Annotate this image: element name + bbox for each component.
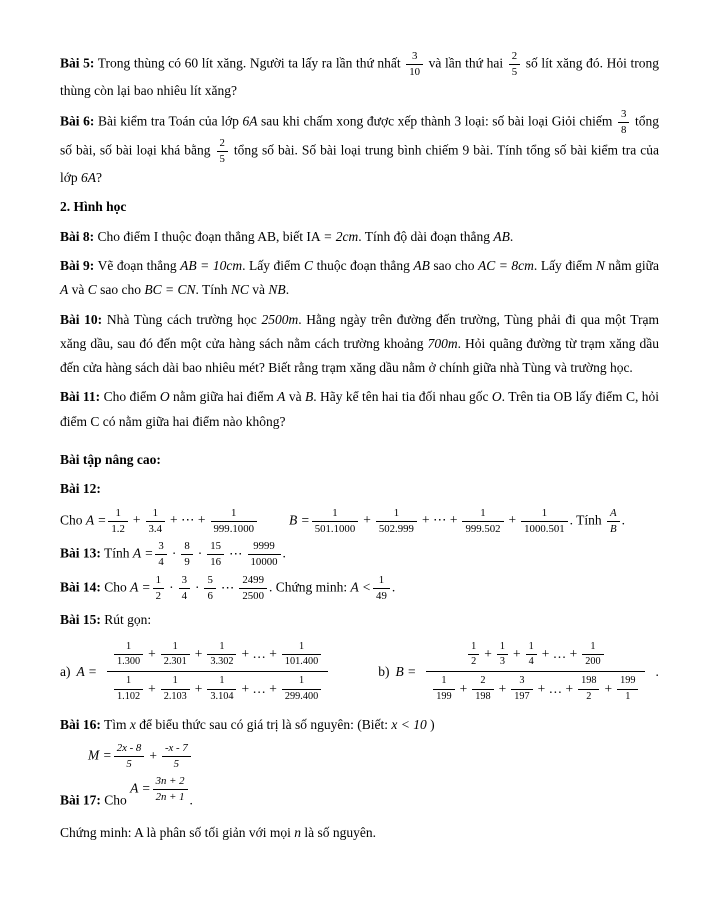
fraction (211, 507, 258, 536)
fraction-numerator: 1 (211, 507, 258, 522)
ellipsis: + … + (541, 646, 578, 662)
problem-12-label (60, 477, 659, 501)
operator: · (169, 579, 174, 595)
part-b (378, 641, 659, 703)
text-run: để biểu thức sau có giá trị là số nguyên: (Biết: (135, 716, 392, 732)
fraction-group (507, 50, 522, 78)
fraction-numerator: 1 (526, 641, 537, 655)
fraction (578, 675, 599, 703)
problem-label: Bài 14: (60, 579, 101, 595)
section-heading-advanced (60, 448, 659, 472)
ellipsis: + ⋯ + (170, 512, 206, 528)
fraction-denominator: 4 (158, 556, 164, 569)
fraction-denominator: 3.104 (210, 690, 234, 702)
problem-12-body (60, 507, 659, 536)
math-run: AB = 10cm (180, 257, 243, 273)
fraction-denominator: 3 (499, 655, 505, 667)
operator: + (363, 512, 371, 528)
fraction-denominator: 1 (625, 690, 631, 702)
operator: + (604, 681, 613, 697)
fraction (179, 574, 190, 603)
fraction-denominator: 3.302 (210, 655, 234, 667)
operator: + (148, 646, 156, 662)
text-run: Cho (60, 512, 86, 528)
fraction-denominator: 2 (471, 655, 477, 667)
text-run: . Chứng minh: (268, 579, 351, 595)
fraction-denominator: 101.400 (284, 655, 319, 667)
fraction-numerator: 3 (406, 50, 423, 65)
fraction-numerator: 1 (373, 574, 390, 589)
problem-label: Bài 9: (60, 257, 95, 273)
text-run: Cho điểm I thuộc đoạn thẳng AB, biết IA (94, 228, 324, 244)
ellipsis: + ⋯ + (421, 512, 458, 528)
problem-10 (60, 308, 659, 381)
math-run: A = (130, 780, 151, 796)
fraction-numerator: 1 (521, 507, 568, 522)
fraction-denominator: 1000.501 (524, 522, 565, 535)
math-run: B = (395, 663, 417, 679)
fraction (462, 507, 503, 536)
fraction-numerator: 3 (155, 540, 166, 555)
text-run: . (282, 546, 286, 562)
fraction (282, 641, 321, 669)
math-run: A < (350, 579, 372, 595)
fraction-denominator: 2.301 (163, 655, 187, 667)
math-run: x < 10 (391, 716, 427, 732)
fraction-numerator: 5 (204, 574, 215, 589)
problem-15-label (60, 608, 659, 632)
operator: + (484, 646, 492, 662)
fraction (207, 675, 236, 703)
fraction-denominator: 6 (207, 590, 213, 603)
fraction-denominator: 2.103 (163, 690, 187, 702)
text-run: . (509, 228, 514, 244)
text-run: Cho (100, 792, 131, 808)
fraction (161, 675, 190, 703)
math-run: AC = 8cm (477, 257, 534, 273)
text-run: . (621, 512, 626, 528)
operator: + (498, 681, 507, 697)
math-run: BC = CN (144, 282, 196, 298)
text-run: Cho điểm (100, 389, 160, 405)
problem-label: Bài 11: (60, 389, 101, 405)
operator: + (512, 646, 521, 662)
math-run: O (159, 389, 170, 405)
fraction-group (153, 540, 282, 569)
fraction (618, 108, 629, 137)
fraction-numerator: 2x - 8 (114, 742, 145, 757)
denominator (107, 672, 328, 703)
text-run: . (189, 792, 193, 808)
text-run: Chứng minh: A là phân số tối giản với mọi (60, 824, 295, 840)
operator: + (194, 646, 203, 662)
text-run: số lít xăng đó. Hỏi trong thùng còn lại bao nhiêu lít xăng? (60, 55, 659, 98)
fraction-group (151, 775, 190, 803)
text-run: Trong thùng có 60 lít xăng. Người ta lấy ra lần thứ nhất (94, 55, 405, 71)
part-label: a) (60, 663, 71, 679)
numerator (426, 641, 645, 673)
fraction (511, 675, 532, 703)
fraction (497, 641, 508, 669)
problem-label: Bài 6: (60, 113, 95, 129)
text-run: . Hỏi quãng đường từ trạm xăng dầu đến cửa hàng sách dài bao nhiêu mét? Biết rằng trạm xăng dầu nằm ở chính giữa nhà Tùng và trường học. (60, 335, 659, 376)
fraction-numerator: 1 (282, 675, 321, 689)
fraction-denominator: B (610, 522, 617, 535)
fraction-denominator: 999.502 (465, 522, 501, 535)
fraction (108, 507, 128, 536)
fraction (155, 540, 166, 569)
fraction-denominator: 200 (585, 655, 601, 667)
math-run: B (304, 389, 314, 405)
text-run: . (285, 282, 290, 298)
fraction-denominator: 1.102 (117, 690, 141, 702)
fraction (433, 675, 454, 703)
text-run: và (285, 389, 305, 405)
fraction-numerator: 1 (582, 641, 603, 655)
fraction-denominator: 5 (511, 65, 518, 78)
fraction-numerator: 199 (617, 675, 638, 689)
fraction (217, 137, 228, 166)
math-run: A = (85, 512, 107, 528)
problem-label: Bài 17: (60, 792, 101, 808)
text-run: . Tính (569, 512, 606, 528)
heading-label: Bài tập nâng cao: (60, 451, 161, 467)
fraction-denominator: 299.400 (284, 690, 319, 702)
fraction-denominator: 4 (181, 590, 187, 603)
fraction-group (106, 506, 259, 535)
operator: + (149, 747, 157, 763)
fraction-numerator: 2 (509, 50, 520, 65)
text-run: . (655, 663, 659, 679)
problem-15-parts (60, 641, 659, 703)
big-fraction (426, 641, 645, 703)
fraction-numerator: 3 (179, 574, 190, 589)
fraction-denominator: 199 (436, 690, 452, 702)
text-run: ? (96, 170, 103, 186)
fraction (161, 641, 190, 669)
fraction-numerator: 1 (468, 641, 479, 655)
fraction-denominator: 501.1000 (314, 522, 356, 535)
fraction (468, 641, 479, 669)
ellipsis: + … + (241, 646, 277, 662)
fraction-group (151, 574, 269, 603)
fraction (617, 675, 638, 703)
fraction-numerator: 1 (376, 507, 417, 522)
fraction-numerator: A (607, 507, 620, 522)
fraction-group (310, 506, 570, 535)
fraction (282, 675, 321, 703)
fraction (472, 675, 493, 703)
fraction-numerator: 9999 (248, 540, 281, 555)
fraction-denominator: 4 (528, 655, 534, 667)
fraction-numerator: 8 (181, 540, 192, 555)
part-a (60, 641, 332, 703)
fraction (204, 574, 215, 603)
operator: + (148, 681, 156, 697)
fraction-denominator: 1.2 (111, 522, 125, 535)
math-run: x (129, 716, 136, 732)
fraction-group (371, 574, 392, 603)
fraction-numerator: 1 (114, 641, 143, 655)
fraction-numerator: 198 (578, 675, 599, 689)
fraction-denominator: 2500 (242, 590, 264, 603)
math-run: = 2cm (323, 228, 359, 244)
fraction (153, 775, 188, 804)
problem-label: Bài 10: (60, 311, 103, 327)
problem-13 (60, 540, 659, 569)
fraction-denominator: 5 (173, 758, 180, 771)
fraction (153, 574, 164, 603)
fraction-numerator: 1 (114, 675, 143, 689)
math-run: 2500m (261, 311, 299, 327)
fraction-denominator: 999.1000 (213, 522, 254, 535)
math-run: O (491, 389, 502, 405)
heading-label: 2. Hình học (60, 199, 127, 215)
text-run: Cho (100, 579, 131, 595)
fraction (114, 675, 143, 703)
fraction-group (404, 50, 425, 78)
math-run: M = (88, 747, 112, 763)
math-run: A (60, 282, 69, 298)
fraction-group (605, 506, 622, 535)
problem-11 (60, 385, 659, 434)
fraction-group (112, 742, 193, 771)
fraction-group (616, 108, 631, 137)
fraction-denominator: 2n + 1 (155, 791, 185, 803)
fraction-numerator: 1 (207, 641, 236, 655)
operator: + (132, 512, 141, 528)
fraction-numerator: 1 (161, 641, 190, 655)
fraction (607, 507, 620, 536)
operator: · (197, 546, 203, 562)
fraction-denominator: 8 (621, 124, 627, 137)
fraction (582, 641, 603, 669)
problem-label: Bài 5: (60, 55, 95, 71)
fraction-denominator: 1.300 (117, 655, 141, 667)
math-run: B = (289, 512, 310, 528)
problem-17-statement (60, 821, 659, 845)
fraction (207, 540, 224, 569)
problem-14 (60, 574, 659, 603)
fraction-denominator: 197 (514, 690, 530, 702)
problem-16 (60, 713, 659, 737)
text-run: là số nguyên. (300, 824, 376, 840)
fraction (373, 574, 390, 603)
problem-label: Bài 15: (60, 612, 101, 628)
fraction (406, 50, 423, 79)
problem-label: Bài 8: (60, 228, 95, 244)
fraction (521, 507, 568, 536)
text-run: nằm giữa hai điểm (169, 389, 278, 405)
math-run: 6A (81, 170, 97, 186)
big-fraction (107, 641, 328, 703)
fraction-numerator: 3 (511, 675, 532, 689)
part-label: b) (378, 663, 390, 679)
fraction-numerator: 15 (207, 540, 224, 555)
problem-6 (60, 108, 659, 190)
text-run: ) (426, 716, 435, 732)
fraction-numerator: 1 (312, 507, 359, 522)
math-run: A = (76, 663, 97, 679)
ellipsis: + … + (241, 681, 277, 697)
fraction-numerator: 1 (161, 675, 190, 689)
text-run: . Hằng ngày trên đường đến trường, Tùng phải đi qua một Trạm xăng dầu, sau đó đến một cửa hàng sách nằm cách trường khoảng (60, 311, 659, 351)
text-run: và (68, 282, 88, 298)
text-run: Tìm (100, 716, 130, 732)
fraction-numerator: 2 (217, 137, 228, 152)
section-heading-geometry (60, 195, 659, 219)
fraction (207, 641, 236, 669)
math-run: n (294, 824, 301, 840)
fraction-denominator: 2 (586, 690, 592, 702)
text-run: . Tính (195, 282, 231, 298)
problem-label: Bài 13: (60, 546, 101, 562)
fraction-numerator: 1 (207, 675, 236, 689)
text-run: . Lấy điểm (242, 257, 305, 273)
fraction-denominator: 9 (184, 556, 190, 569)
text-run: Vẽ đoạn thẳng (94, 257, 181, 273)
text-run: Bài kiểm tra Toán của lớp (94, 113, 243, 129)
problem-label: Bài 16: (60, 716, 101, 732)
fraction-denominator: 2 (155, 590, 162, 603)
text-run: . Hãy kể tên hai tia đối nhau gốc (313, 389, 492, 405)
text-run: sao cho (96, 282, 145, 298)
math-run: NB (268, 282, 286, 298)
fraction-numerator: 1 (497, 641, 508, 655)
problem-5 (60, 50, 659, 103)
numerator (107, 641, 328, 673)
operator: · (171, 546, 177, 562)
fraction-denominator: 10000 (250, 556, 278, 569)
fraction-denominator: 49 (376, 590, 387, 603)
text-run: và lần thứ hai (425, 55, 507, 71)
fraction-denominator: 16 (210, 556, 222, 569)
math-run: NC (230, 282, 249, 298)
text-run: sao cho (429, 257, 478, 273)
problem-17 (60, 775, 659, 816)
ellipsis: + … + (537, 681, 574, 697)
ellipsis: ⋯ (220, 579, 235, 595)
text-run: tổng số bài, số bài loại khá bằng (60, 113, 660, 158)
fraction-denominator: 502.999 (378, 522, 414, 535)
fraction (114, 641, 143, 669)
fraction (526, 641, 537, 669)
fraction-denominator: 3.4 (148, 522, 163, 535)
fraction (312, 507, 359, 536)
operator: + (459, 681, 468, 697)
fraction-denominator: 198 (475, 690, 491, 702)
fraction-numerator: 1 (108, 507, 128, 522)
denominator (426, 672, 645, 703)
text-run: thuộc đoạn thẳng (313, 257, 414, 273)
operator: + (194, 681, 203, 697)
fraction (376, 507, 417, 536)
fraction-numerator: 1 (153, 574, 164, 589)
text-run: . Trên tia OB lấy điểm C, hỏi điểm C có nằm giữa hai điểm nào không? (60, 389, 659, 429)
fraction (146, 507, 166, 536)
text-run: tổng số bài. Số bài loại trung bình chiếm 9 bài. Tính tổng số bài kiểm tra của lớp (60, 142, 659, 186)
fraction-numerator: 1 (462, 507, 503, 522)
text-run: nằm giữa (604, 257, 659, 273)
fraction-group (215, 137, 230, 166)
fraction-numerator: 2499 (239, 574, 267, 589)
fraction (181, 540, 192, 569)
math-run: C (304, 257, 314, 273)
math-run: N (595, 257, 605, 273)
math-run: A (277, 389, 286, 405)
operator: · (194, 579, 200, 595)
problem-16-equation (88, 742, 659, 771)
text-run: Tính (100, 546, 133, 562)
fraction-numerator: -x - 7 (162, 742, 191, 757)
text-run: . (391, 579, 396, 595)
text-run: và (248, 282, 269, 298)
fraction (114, 742, 145, 771)
fraction (239, 574, 267, 603)
fraction-numerator: 2 (472, 675, 493, 689)
fraction-numerator: 1 (146, 507, 166, 522)
fraction-numerator: 1 (282, 641, 321, 655)
fraction-denominator: 5 (126, 758, 132, 771)
equation (130, 775, 189, 804)
math-run: A = (130, 579, 151, 595)
fraction-numerator: 3 (618, 108, 629, 123)
problem-label: Bài 12: (60, 481, 101, 497)
math-run: A = (132, 546, 154, 562)
text-run: . Tính độ dài đoạn thẳng (358, 228, 494, 244)
math-run: C (87, 282, 97, 298)
problem-8 (60, 225, 659, 249)
operator: + (508, 512, 517, 528)
fraction (248, 540, 281, 569)
fraction-numerator: 3n + 2 (153, 775, 188, 790)
fraction-denominator: 5 (219, 153, 225, 166)
fraction-denominator: 10 (409, 65, 421, 78)
text-run: sau khi chấm xong được xếp thành 3 loại: số bài loại Giỏi chiếm (257, 113, 616, 129)
math-run: AB (413, 257, 430, 273)
math-run: 6A (242, 113, 258, 129)
fraction-numerator: 1 (433, 675, 454, 689)
ellipsis: ⋯ (229, 546, 243, 562)
problem-9 (60, 254, 659, 303)
fraction (162, 742, 191, 771)
text-run: . Lấy điểm (533, 257, 596, 273)
text-run: Rút gọn: (100, 612, 152, 628)
fraction (509, 50, 520, 79)
math-run: AB (493, 228, 510, 244)
math-run: 700m (427, 335, 458, 351)
text-run: Nhà Tùng cách trường học (102, 311, 262, 327)
